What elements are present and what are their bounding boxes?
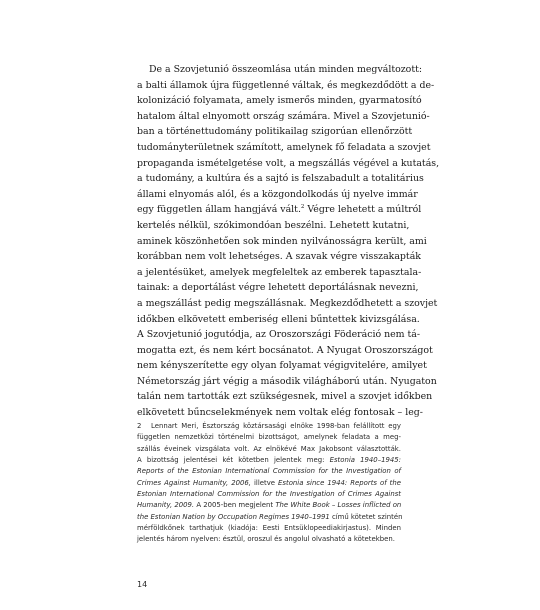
footnote-line: Reports of the Estonian International Commission for the Investigation of: [137, 467, 401, 476]
text-line: Németország járt végig a második világháború után. Nyugaton: [137, 375, 437, 387]
text-line: ban a történettudomány politikailag szigorúan ellenőrzött: [137, 126, 413, 138]
footnote-number: 2: [137, 422, 142, 430]
text-fragment: A 2005-ben megjelent: [194, 501, 276, 510]
text-line: aminek köszönhetően sok minden nyilvánosságra került, ami: [137, 235, 427, 247]
book-title: Crimes Against Humanity, 2006,: [137, 478, 251, 487]
text-line: De a Szovjetunió összeomlása után minden megváltozott:: [149, 64, 423, 75]
text-line: tudományterületnek számított, amelynek fő feladata a szovjet: [137, 141, 431, 153]
text-line: tainak: a deportálást végre lehetett deportálásnak nevezni,: [137, 282, 419, 294]
footnote-line: [137, 455, 401, 466]
text-line: A Szovjetunió jogutódja, az Oroszországi Föderáció nem tá-: [137, 329, 421, 341]
footnote-line: mérföldkőnek tarthatjuk (kiadója: Eesti Entsüklopeediakirjastus). Minden: [137, 524, 401, 533]
page-number: 14: [137, 580, 148, 589]
footnote-reference[interactable]: 2: [300, 204, 305, 211]
text-line: propaganda ismételgetése volt, a megszállás végével a kutatás,: [137, 157, 440, 169]
text-line: kertelés nélkül, szókimondóan beszélni. Lehetett kutatni,: [137, 219, 410, 231]
text-fragment: illetve: [250, 478, 279, 487]
text-fragment: Lennart Meri, Észtország köztársasági elnöke 1998-ban felállított egy: [151, 422, 401, 430]
text-line: nem kényszerítette egy olyan folyamat végigvitelére, amilyet: [137, 360, 427, 372]
text-line: korábban nem volt lehetséges. A szavak végre visszakapták: [137, 251, 421, 263]
text-line: a jelentésüket, amelyek megfeleltek az emberek tapasztala-: [137, 266, 422, 278]
text-line: talán nem tartották ezt szükségesnek, mivel a szovjet időkben: [137, 391, 433, 403]
text-line: a tudomány, a kultúra és a sajtó is felszabadult a totalitárius: [137, 173, 424, 185]
footnote-line: [137, 478, 401, 489]
footnote-line: Estonian International Commission for the Investigation of Crimes Against: [137, 490, 401, 499]
book-title: Estonia since 1944: Reports of the: [278, 478, 401, 487]
text-fragment: Végre lehetett a múltról: [304, 204, 422, 216]
text-line: elkövetett bűncselekmények nem voltak elég fontosak – leg-: [137, 407, 423, 419]
footnote-line: független nemzetközi történelmi bizottságot, amelynek feladata a meg-: [137, 433, 401, 442]
footnote-line: [137, 421, 401, 432]
text-line: állami elnyomás alól, és a közgondolkodás új nyelve immár: [137, 188, 418, 200]
footnote-line: szállás éveinek vizsgálata volt. Az elnökévé Max Jakobsont választották.: [137, 444, 401, 453]
text-fragment: egy független állam hangjává vált.: [137, 204, 301, 216]
text-fragment: A bizottság jelentései két kötetben jelentek meg:: [137, 456, 330, 465]
text-line: a balti államok újra függetlenné váltak, és megkezdődött a de-: [137, 79, 435, 91]
text-line: kolonizáció folyamata, amely ismerős minden, gyarmatosító: [137, 95, 422, 107]
body-text: [137, 62, 440, 421]
text-line: [137, 202, 422, 218]
text-line: mogatta ezt, és nem kért bocsánatot. A Nyugat Oroszországot: [137, 344, 433, 356]
footnote-line: [137, 500, 401, 511]
book-title: the Estonian Nation by Occupation Regimes 1940–1991: [137, 512, 330, 521]
book-title: Estonia 1940–1945:: [329, 456, 401, 465]
text-line: időkben elkövetett emberiség elleni bűntettek kivizsgálása.: [137, 313, 420, 325]
footnote-line: [137, 512, 401, 523]
text-line: a megszállást pedig megszállásnak. Megkezdődhetett a szovjet: [137, 297, 438, 309]
text-line: hatalom által elnyomott ország számára. Mivel a Szovjetunió-: [137, 110, 430, 122]
footnote-line: jelentés három nyelven: észtül, oroszul és angolul olvasható a kötetekben.: [137, 535, 395, 544]
book-title: The White Book – Losses inflicted on: [275, 501, 402, 510]
text-fragment: című kötetet szintén: [329, 512, 403, 521]
footnote: [137, 421, 401, 546]
book-title: Humanity, 2009.: [137, 501, 195, 510]
